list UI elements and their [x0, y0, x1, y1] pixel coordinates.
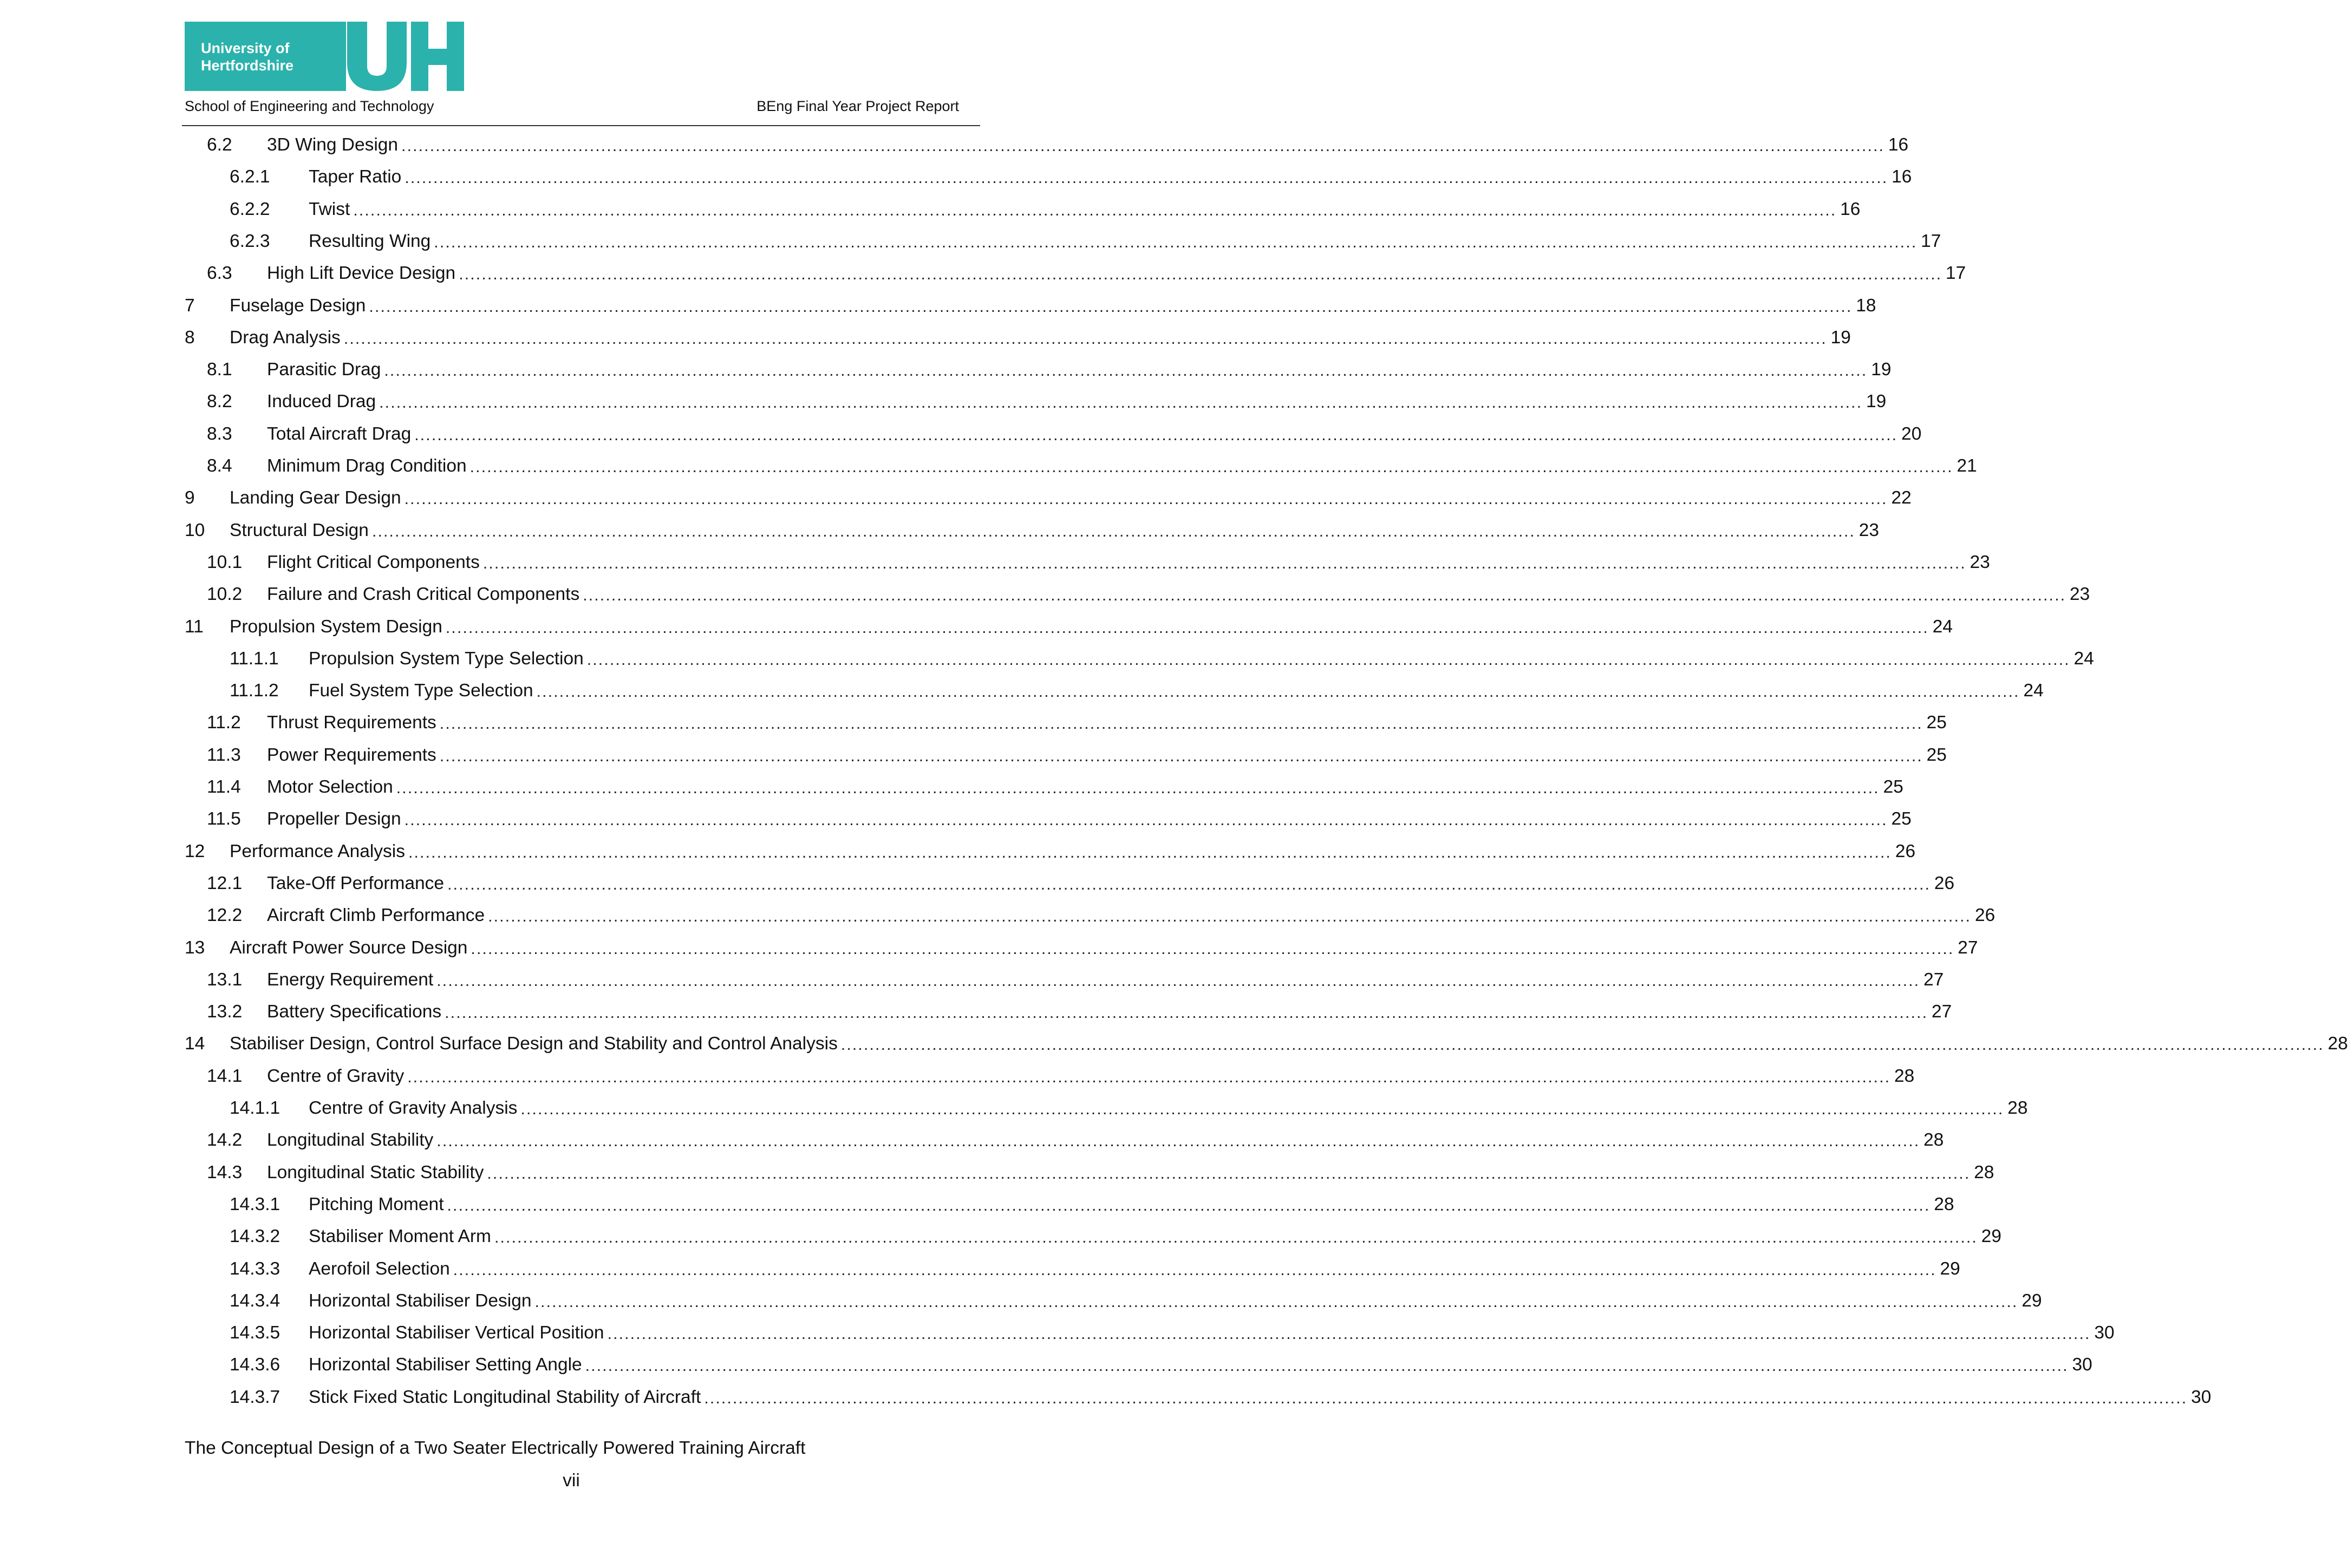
- footer-title: The Conceptual Design of a Two Seater Electrically Powered Training Aircraft: [185, 1438, 806, 1458]
- toc-dot-leader: ....................................................................................................................................................................................................................................................................: [447, 1197, 1930, 1214]
- toc-section-title: Drag Analysis: [230, 328, 341, 348]
- toc-dot-leader: ....................................................................................................................................................................................................................................................................: [704, 1389, 2188, 1407]
- toc-section-title: Longitudinal Stability: [267, 1130, 434, 1150]
- toc-page-number: 27: [1958, 938, 1978, 958]
- toc-section-number: 10: [185, 520, 205, 540]
- toc-entry[interactable]: [207, 903, 1995, 928]
- toc-section-title: Propeller Design: [267, 809, 401, 829]
- toc-dot-leader: ....................................................................................................................................................................................................................................................................: [583, 586, 2066, 604]
- toc-page-number: 28: [2327, 1034, 2348, 1054]
- toc-dot-leader: ....................................................................................................................................................................................................................................................................: [534, 1293, 2018, 1311]
- toc-dot-leader: ....................................................................................................................................................................................................................................................................: [488, 907, 1972, 925]
- toc-entry[interactable]: [230, 1192, 1954, 1217]
- toc-section-title: High Lift Device Design: [267, 263, 456, 283]
- toc-page-number: 25: [1883, 777, 1903, 797]
- toc-dot-leader: ....................................................................................................................................................................................................................................................................: [459, 265, 1942, 283]
- toc-page-number: 23: [1858, 520, 1880, 540]
- toc-entry[interactable]: [185, 518, 1880, 543]
- toc-entry[interactable]: [207, 422, 1922, 447]
- toc-section-number: 11.1.1: [230, 649, 279, 669]
- toc-section-title: Failure and Crash Critical Components: [267, 584, 580, 604]
- toc-page-number: 29: [1981, 1226, 2002, 1246]
- toc-dot-leader: ....................................................................................................................................................................................................................................................................: [371, 522, 1856, 540]
- toc-section-title: Minimum Drag Condition: [267, 456, 467, 476]
- toc-page-number: 25: [1926, 713, 1947, 733]
- toc-dot-leader: ....................................................................................................................................................................................................................................................................: [414, 426, 1898, 444]
- toc-page-number: 16: [1888, 135, 1909, 155]
- toc-dot-leader: ....................................................................................................................................................................................................................................................................: [520, 1100, 2004, 1118]
- toc-page-number: 29: [2021, 1291, 2042, 1311]
- toc-section-number: 9: [185, 488, 195, 508]
- toc-page-number: 28: [1894, 1066, 1915, 1086]
- toc-section-number: 11: [185, 617, 204, 637]
- toc-entry[interactable]: [207, 582, 2090, 607]
- toc-section-number: 14: [185, 1034, 205, 1054]
- toc-entry[interactable]: [207, 743, 1947, 768]
- toc-dot-leader: ....................................................................................................................................................................................................................................................................: [487, 1165, 1971, 1182]
- logo-line-2: Hertfordshire: [201, 57, 294, 74]
- toc-page-number: 17: [1946, 263, 1966, 283]
- toc-entry[interactable]: [185, 325, 1851, 350]
- toc-page-number: 25: [1926, 745, 1947, 765]
- toc-page-number: 21: [1956, 456, 1977, 476]
- toc-entry[interactable]: [230, 646, 2094, 671]
- toc-section-number: 6.2.1: [230, 167, 270, 187]
- toc-dot-leader: ....................................................................................................................................................................................................................................................................: [404, 811, 1888, 829]
- toc-section-title: Resulting Wing: [309, 231, 431, 251]
- logo-line-1: University of: [201, 40, 290, 56]
- toc-section-title: Propulsion System Type Selection: [309, 649, 584, 669]
- toc-section-number: 7: [185, 296, 195, 316]
- toc-section-title: Stabiliser Moment Arm: [309, 1226, 491, 1246]
- toc-dot-leader: ....................................................................................................................................................................................................................................................................: [536, 683, 2020, 701]
- toc-entry[interactable]: [207, 389, 1887, 414]
- toc-entry[interactable]: [207, 968, 1944, 992]
- toc-entry[interactable]: [207, 550, 1990, 575]
- toc-page-number: 27: [1931, 1002, 1952, 1022]
- toc-dot-leader: ....................................................................................................................................................................................................................................................................: [607, 1325, 2091, 1343]
- toc-section-title: Performance Analysis: [230, 841, 405, 861]
- toc-section-number: 6.3: [207, 263, 232, 283]
- toc-section-title: Centre of Gravity: [267, 1066, 405, 1086]
- toc-section-title: Aerofoil Selection: [309, 1259, 450, 1279]
- toc-section-title: Propulsion System Design: [230, 617, 442, 637]
- toc-section-title: Structural Design: [230, 520, 369, 540]
- toc-entry[interactable]: [230, 678, 2044, 703]
- toc-section-title: Take-Off Performance: [267, 873, 445, 893]
- toc-dot-leader: ....................................................................................................................................................................................................................................................................: [482, 554, 1966, 572]
- toc-section-number: 11.2: [207, 713, 241, 733]
- toc-dot-leader: ....................................................................................................................................................................................................................................................................: [369, 298, 1853, 316]
- toc-dot-leader: ....................................................................................................................................................................................................................................................................: [434, 233, 1917, 251]
- logo-letter-u: [347, 22, 407, 91]
- toc-entry[interactable]: [185, 486, 1912, 511]
- toc-page-number: 19: [1866, 391, 1887, 411]
- toc-dot-leader: ....................................................................................................................................................................................................................................................................: [494, 1229, 1978, 1246]
- toc-section-number: 12.2: [207, 905, 243, 925]
- toc-dot-leader: ....................................................................................................................................................................................................................................................................: [586, 651, 2070, 669]
- toc-page-number: 23: [1969, 552, 1990, 572]
- toc-section-number: 6.2.3: [230, 231, 270, 251]
- toc-section-number: 11.1.2: [230, 681, 279, 701]
- toc-dot-leader: ....................................................................................................................................................................................................................................................................: [353, 201, 1837, 219]
- toc-entry[interactable]: [185, 839, 1916, 864]
- toc-page-number: 30: [2072, 1355, 2092, 1375]
- toc-page-number: 30: [2191, 1387, 2212, 1407]
- toc-dot-leader: ....................................................................................................................................................................................................................................................................: [436, 1132, 1920, 1150]
- toc-page-number: 26: [1974, 905, 1995, 925]
- toc-page-number: 20: [1901, 424, 1922, 444]
- toc-section-number: 13.1: [207, 970, 243, 990]
- toc-section-number: 10.1: [207, 552, 243, 572]
- toc-section-title: Energy Requirement: [267, 970, 434, 990]
- toc-section-number: 13: [185, 938, 205, 958]
- toc-entry[interactable]: [230, 1224, 2002, 1249]
- toc-entry[interactable]: [207, 261, 1966, 286]
- toc-section-number: 14.3.4: [230, 1291, 281, 1311]
- toc-dot-leader: ....................................................................................................................................................................................................................................................................: [379, 394, 1863, 411]
- toc-page-number: 22: [1891, 488, 1912, 508]
- toc-section-number: 14.3: [207, 1162, 243, 1182]
- toc-section-number: 8.3: [207, 424, 232, 444]
- toc-dot-leader: ....................................................................................................................................................................................................................................................................: [408, 844, 1892, 861]
- toc-page-number: 27: [1923, 970, 1944, 990]
- toc-dot-leader: ....................................................................................................................................................................................................................................................................: [384, 362, 1868, 380]
- toc-dot-leader: ....................................................................................................................................................................................................................................................................: [396, 779, 1880, 797]
- toc-entry[interactable]: [230, 1385, 2212, 1410]
- toc-dot-leader: ....................................................................................................................................................................................................................................................................: [447, 876, 1931, 893]
- toc-entry[interactable]: [207, 357, 1892, 382]
- toc-page-number: 19: [1871, 360, 1892, 380]
- toc-page-number: 26: [1934, 873, 1955, 893]
- toc-section-number: 14.3.2: [230, 1226, 281, 1246]
- toc-section-title: Fuselage Design: [230, 296, 366, 316]
- toc-page-number: 28: [1923, 1130, 1944, 1150]
- header-school: School of Engineering and Technology: [185, 98, 434, 114]
- toc-page-number: 24: [2073, 649, 2094, 669]
- toc-section-title: Stick Fixed Static Longitudinal Stability of Aircraft: [309, 1387, 701, 1407]
- toc-entry[interactable]: [230, 165, 1912, 190]
- toc-section-title: Parasitic Drag: [267, 360, 381, 380]
- toc-entry[interactable]: [185, 1031, 2348, 1056]
- toc-entry[interactable]: [207, 1128, 1944, 1153]
- toc-section-number: 14.1.1: [230, 1098, 281, 1118]
- toc-page-number: 23: [2070, 584, 2090, 604]
- toc-page-number: 28: [1974, 1162, 1994, 1182]
- toc-page-number: 24: [1932, 617, 1953, 637]
- toc-section-title: Aircraft Climb Performance: [267, 905, 485, 925]
- toc-section-number: 12: [185, 841, 205, 861]
- toc-entry[interactable]: [230, 1257, 1960, 1282]
- toc-entry[interactable]: [207, 1160, 1994, 1185]
- toc-section-number: 11.4: [207, 777, 241, 797]
- toc-dot-leader: ....................................................................................................................................................................................................................................................................: [407, 1068, 1891, 1086]
- toc-section-title: Horizontal Stabiliser Design: [309, 1291, 532, 1311]
- toc-dot-leader: ....................................................................................................................................................................................................................................................................: [585, 1357, 2069, 1375]
- toc-page-number: 28: [2007, 1098, 2028, 1118]
- toc-section-title: Aircraft Power Source Design: [230, 938, 468, 958]
- logo-letter-h: [411, 22, 464, 91]
- toc-section-title: Longitudinal Static Stability: [267, 1162, 484, 1182]
- toc-dot-leader: ....................................................................................................................................................................................................................................................................: [401, 137, 1885, 155]
- toc-section-number: 6.2.2: [230, 199, 270, 219]
- toc-dot-leader: ....................................................................................................................................................................................................................................................................: [445, 1004, 1928, 1022]
- toc-section-number: 14.3.3: [230, 1259, 281, 1279]
- university-logo: [185, 22, 464, 91]
- header-divider: [182, 125, 980, 126]
- toc-section-title: Flight Critical Components: [267, 552, 480, 572]
- toc-section-number: 8: [185, 328, 195, 348]
- toc-dot-leader: ....................................................................................................................................................................................................................................................................: [445, 619, 1929, 637]
- toc-section-title: Horizontal Stabiliser Setting Angle: [309, 1355, 582, 1375]
- toc-dot-leader: ....................................................................................................................................................................................................................................................................: [405, 169, 1888, 187]
- toc-entry[interactable]: [230, 197, 1861, 222]
- toc-page-number: 18: [1856, 296, 1876, 316]
- toc-page-number: 25: [1891, 809, 1912, 829]
- toc-entry[interactable]: [230, 1289, 2042, 1314]
- toc-section-title: Battery Specifications: [267, 1002, 442, 1022]
- toc-dot-leader: ....................................................................................................................................................................................................................................................................: [469, 458, 1953, 476]
- toc-section-number: 10.2: [207, 584, 243, 604]
- toc-section-number: 6.2: [207, 135, 232, 155]
- toc-entry[interactable]: [185, 615, 1953, 639]
- toc-dot-leader: ....................................................................................................................................................................................................................................................................: [404, 490, 1888, 508]
- toc-entry[interactable]: [207, 999, 1952, 1024]
- toc-dot-leader: ....................................................................................................................................................................................................................................................................: [436, 972, 1920, 990]
- toc-section-number: 14.2: [207, 1130, 243, 1150]
- toc-entry[interactable]: [207, 871, 1955, 896]
- toc-page-number: 29: [1940, 1259, 1960, 1279]
- toc-entry[interactable]: [185, 936, 1978, 961]
- logo-text-block: [185, 22, 346, 91]
- toc-entry[interactable]: [207, 775, 1903, 800]
- toc-dot-leader: ....................................................................................................................................................................................................................................................................: [439, 747, 1923, 765]
- toc-page-number: 16: [1892, 167, 1912, 187]
- toc-section-number: 8.1: [207, 360, 232, 380]
- toc-section-title: Motor Selection: [267, 777, 393, 797]
- toc-section-number: 11.3: [207, 745, 241, 765]
- toc-page-number: 17: [1921, 231, 1941, 251]
- toc-entry[interactable]: [207, 710, 1947, 735]
- toc-entry[interactable]: [230, 1096, 2028, 1121]
- toc-dot-leader: ....................................................................................................................................................................................................................................................................: [471, 940, 1954, 958]
- toc-section-number: 11.5: [207, 809, 241, 829]
- toc-page-number: 28: [1934, 1194, 1954, 1214]
- toc-section-number: 14.3.5: [230, 1323, 281, 1343]
- toc-section-number: 14.1: [207, 1066, 243, 1086]
- toc-dot-leader: ....................................................................................................................................................................................................................................................................: [439, 715, 1923, 733]
- toc-page-number: 30: [2094, 1323, 2115, 1343]
- toc-page-number: 19: [1830, 328, 1851, 348]
- toc-entry[interactable]: [207, 454, 1977, 479]
- toc-page-number: 26: [1895, 841, 1916, 861]
- header-report-type: BEng Final Year Project Report: [756, 98, 959, 114]
- toc-entry[interactable]: [207, 133, 1909, 158]
- toc-section-title: Stabiliser Design, Control Surface Design and Stability and Control Analysis: [230, 1034, 838, 1054]
- toc-section-title: Landing Gear Design: [230, 488, 401, 508]
- toc-section-title: Centre of Gravity Analysis: [309, 1098, 518, 1118]
- toc-section-title: Taper Ratio: [309, 167, 402, 187]
- toc-section-number: 14.3.7: [230, 1387, 281, 1407]
- toc-section-number: 14.3.6: [230, 1355, 281, 1375]
- toc-section-title: Horizontal Stabiliser Vertical Position: [309, 1323, 604, 1343]
- toc-section-number: 8.4: [207, 456, 232, 476]
- toc-entry[interactable]: [207, 1064, 1915, 1089]
- toc-section-title: Pitching Moment: [309, 1194, 444, 1214]
- toc-entry[interactable]: [230, 1321, 2115, 1345]
- toc-section-title: Fuel System Type Selection: [309, 681, 533, 701]
- toc-section-title: Total Aircraft Drag: [267, 424, 412, 444]
- toc-entry[interactable]: [207, 807, 1912, 832]
- page-number: vii: [563, 1471, 580, 1491]
- toc-page-number: 16: [1840, 199, 1861, 219]
- toc-entry[interactable]: [185, 293, 1876, 318]
- toc-section-title: Twist: [309, 199, 350, 219]
- toc-section-number: 12.1: [207, 873, 243, 893]
- toc-section-number: 13.2: [207, 1002, 243, 1022]
- toc-section-number: 8.2: [207, 391, 232, 411]
- toc-section-title: Power Requirements: [267, 745, 436, 765]
- toc-section-number: 14.3.1: [230, 1194, 281, 1214]
- toc-dot-leader: ....................................................................................................................................................................................................................................................................: [343, 330, 1827, 348]
- toc-dot-leader: ....................................................................................................................................................................................................................................................................: [453, 1261, 1936, 1279]
- toc-entry[interactable]: [230, 229, 1941, 254]
- toc-section-title: Thrust Requirements: [267, 713, 436, 733]
- toc-entry[interactable]: [230, 1353, 2092, 1377]
- toc-section-title: 3D Wing Design: [267, 135, 399, 155]
- toc-page-number: 24: [2023, 681, 2044, 701]
- toc-section-title: Induced Drag: [267, 391, 376, 411]
- toc-dot-leader: ....................................................................................................................................................................................................................................................................: [840, 1036, 2324, 1054]
